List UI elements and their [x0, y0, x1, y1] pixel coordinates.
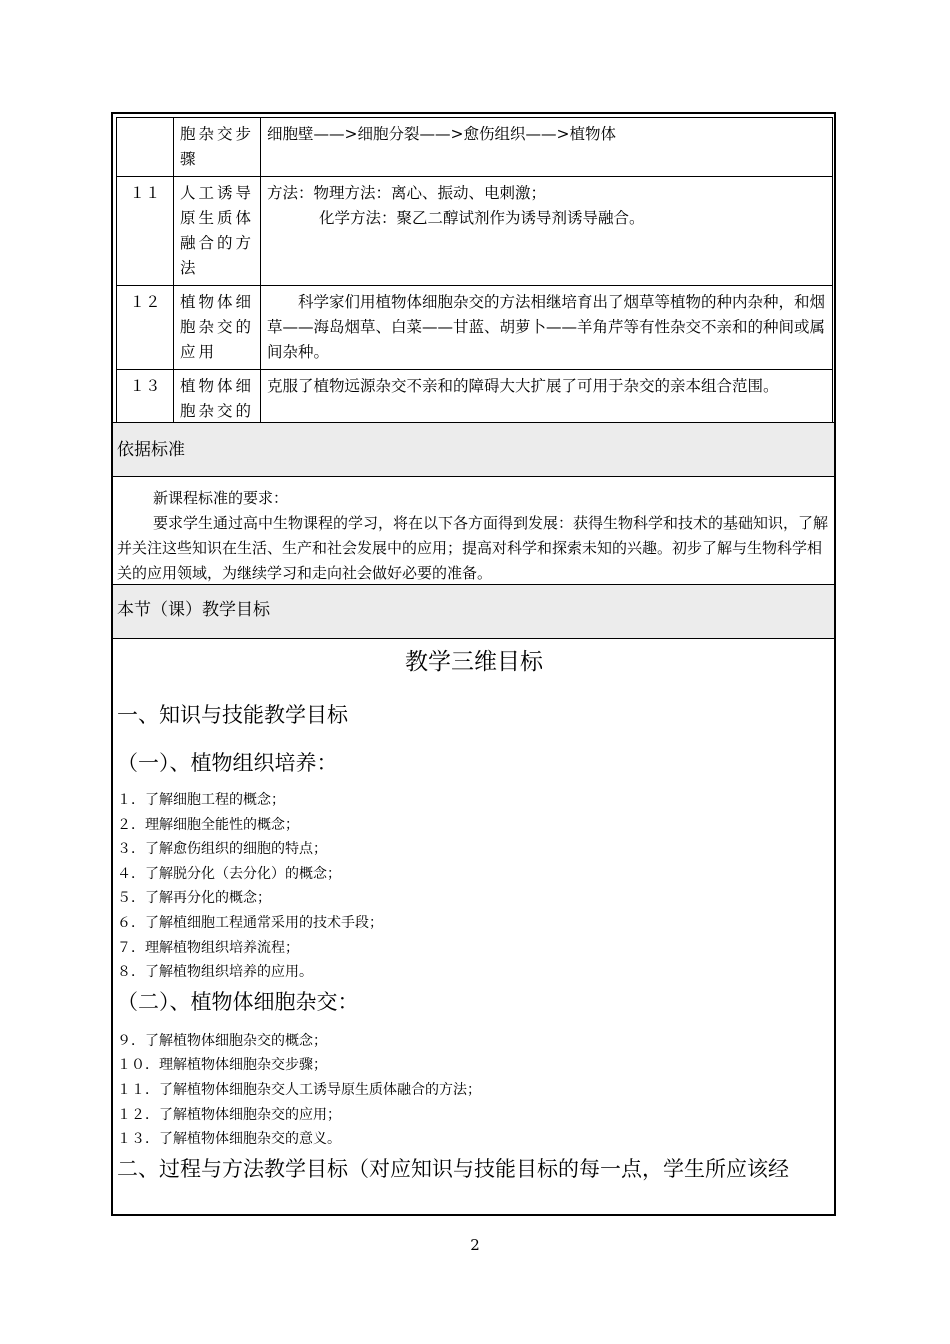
row-term: 植物体细胞杂交的	[174, 370, 261, 454]
standard-text	[117, 486, 829, 586]
content-line: 方法：物理方法：离心、振动、电刺激；	[267, 184, 547, 202]
content-line: 细胞壁——>细胞分裂——>愈伤组织——>植物体	[267, 125, 616, 143]
row-term: 人工诱导原生质体融合的方法	[174, 177, 261, 286]
list-item: ５．了解再分化的概念；	[117, 890, 271, 907]
list-item: ７．理解植物组织培养流程；	[117, 939, 299, 956]
document-frame	[111, 112, 836, 1216]
list-item: １１．了解植物体细胞杂交人工诱导原生质体融合的方法；	[117, 1081, 481, 1098]
row-number: １３	[117, 370, 174, 454]
list-item: ８．了解植物组织培养的应用。	[117, 964, 313, 981]
list-item: ９．了解植物体细胞杂交的概念；	[117, 1032, 327, 1049]
content-line: 化学方法：聚乙二醇试剂作为诱导剂诱导融合。	[319, 209, 645, 227]
row-term: 植物体细胞杂交的应用	[174, 286, 261, 370]
row-content	[261, 286, 833, 370]
list-item: ３．了解愈伤组织的细胞的特点；	[117, 841, 327, 858]
list-item: １．了解细胞工程的概念；	[117, 792, 285, 808]
goals-sub-1: （一）、植物组织培养：	[117, 751, 338, 775]
table-row	[117, 118, 833, 177]
row-content	[261, 118, 833, 177]
row-number: １１	[117, 177, 174, 286]
topic-table	[116, 117, 833, 454]
standard-body: 要求学生通过高中生物课程的学习，将在以下各方面得到发展：获得生物科学和技术的基础知识，了解并关注这些知识在生活、生产和社会发展中的应用；提高对科学和探索未知的兴趣。初步了解与生物科学相关的应用领域，为继续学习和走向社会做好必要的准备。	[117, 514, 829, 582]
table-row	[117, 177, 833, 286]
row-term: 胞杂交步骤	[174, 118, 261, 177]
list-item: ４．了解脱分化（去分化）的概念；	[117, 865, 341, 882]
list-item: ６．了解植细胞工程通常采用的技术手段；	[117, 914, 383, 931]
row-number	[117, 118, 174, 177]
content-line: 克服了植物远源杂交不亲和的障碍大大扩展了可用于杂交的亲本组合范围。	[267, 377, 779, 395]
goals-content	[117, 644, 831, 1186]
row-content	[261, 177, 833, 286]
goals-part-2: 二、过程与方法教学目标（对应知识与技能目标的每一点，学生所应该经	[117, 1156, 789, 1181]
goals-list-1	[117, 788, 831, 985]
section-heading-basis: 依据标准	[113, 422, 834, 477]
section-heading-goals: 本节（课）教学目标	[113, 584, 834, 639]
goals-list-2	[117, 1029, 831, 1152]
list-item: １３．了解植物体细胞杂交的意义。	[117, 1131, 341, 1148]
list-item: １２．了解植物体细胞杂交的应用；	[117, 1106, 341, 1123]
content-line: 科学家们用植物体细胞杂交的方法相继培育出了烟草等植物的种内杂种，和烟草——海岛烟草、白菜——甘蓝、胡萝卜——羊角芹等有性杂交不亲和的种间或属间杂种。	[267, 293, 826, 361]
page-number: 2	[470, 1236, 480, 1254]
list-item: ２．理解细胞全能性的概念；	[117, 816, 299, 833]
standard-intro: 新课程标准的要求：	[153, 489, 289, 507]
row-number: １２	[117, 286, 174, 370]
goals-sub-2: （二）、植物体细胞杂交：	[117, 989, 359, 1014]
list-item: １０．理解植物体细胞杂交步骤；	[117, 1057, 327, 1074]
goals-title: 教学三维目标	[405, 649, 543, 675]
goals-part-1: 一、知识与技能教学目标	[117, 703, 348, 727]
table-row	[117, 286, 833, 370]
